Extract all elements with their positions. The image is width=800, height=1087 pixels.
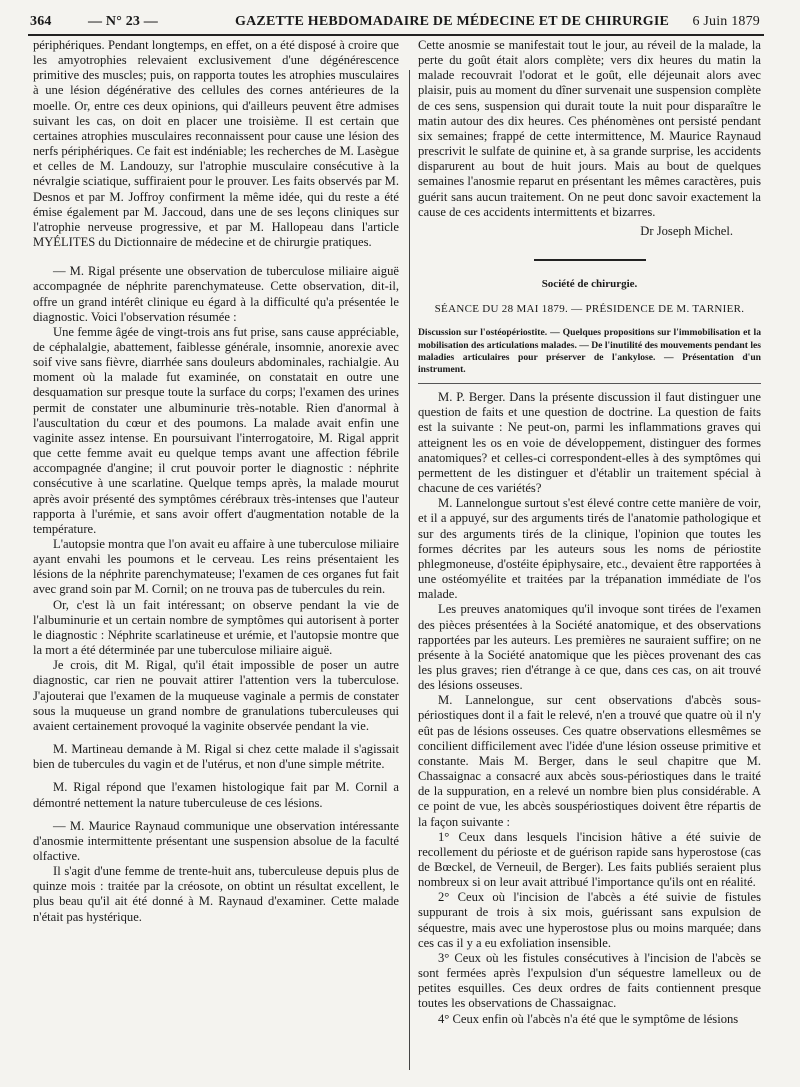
paragraph: Une femme âgée de vingt-trois ans fut prise, sans cause appréciable, de céphalalgie, abattement, faiblesse générale, insomnie, anorexie avec soif vive sans fièvre, diarrhée sans douleurs abdominales, rachialgie. Au moment où la malade fut examinée, on constatait en outre une desquamation sur presque toute la surface du corps; l'examen des urines permit de constater une albuminurie très-notable. Rien d'anormal à l'auscultation du cœur et des poumons. La malade avait enfin une vaginite assez intense. En poursuivant l'interrogatoire, M. Rigal apprit que cette femme avait eu quelque temps avant une affection fébrile accompagnée d'angine; il crut pouvoir porter le diagnostic : néphrite consécutive à une scarlatine. Quelque temps après, la malade mourut après avoir présenté des symptômes cérébraux très-intenses que l'auteur rapporta à l'urémie, et sans avoir offert d'augmentation notable de la température. bbox=[33, 324, 399, 536]
paragraph: Je crois, dit M. Rigal, qu'il était impossible de poser un autre diagnostic, car rien ne pouvait attirer l'attention vers la tuberculose. J'ajouterai que l'examen de la muqueuse vaginale a permis de constater sous la muqueuse un grand nombre de granulations tuberculeuses qui avaient certainement provoqué la vaginite observée pendant la vie. bbox=[33, 658, 399, 733]
running-header bbox=[30, 6, 760, 36]
issue-number: — N° 23 — bbox=[88, 14, 159, 29]
paragraph: L'autopsie montra que l'on avait eu affaire à une tuberculose miliaire ayant envahi les poumons et le cerveau. Les reins présentaient les lésions de la néphrite parenchymateuse; l'examen de ces organes fut fait avec grand soin par M. Cornil; on ne trouva pas de tubercules du rein. bbox=[33, 537, 399, 597]
summary-rule bbox=[418, 383, 761, 384]
paragraph: Les preuves anatomiques qu'il invoque sont tirées de l'examen des pièces présentées à la Société anatomique, et des observations rapportées par les auteurs. Les premières ne sauraient suffire; on ne présente à la Société anatomique que les pièces provenant des cas les plus graves; rien d'étrange à ce que, dans ces cas, on ait trouvé des lésions osseuses. bbox=[418, 602, 761, 693]
session-summary: Discussion sur l'ostéopériostite. — Quelques propositions sur l'immobilisation et la mobilisation des articulations malades. — De l'inutilité des mouvements pendant les maladies articulaires pour préserver de l'ankylose. — Présentation d'un instrument. bbox=[418, 327, 761, 375]
page-number: 364 bbox=[30, 14, 52, 29]
column-divider bbox=[409, 70, 410, 1070]
signature: Dr Joseph Michel. bbox=[640, 223, 733, 238]
right-column bbox=[418, 38, 761, 1027]
paragraph: M. P. Berger. Dans la présente discussion il faut distinguer une question de faits et une question de doctrine. La question de faits est la suivante : Ne peut-on, parmi les inflammations graves qui atteignent les os en voie de développement, distinguer des formes anatomiques? et celles-ci correspondent-elles à des symptômes qui permettent de les distinguer et d'établir un traitement spécial à chacune de ces variétés? bbox=[418, 390, 761, 496]
paragraph: Il s'agit d'une femme de trente-huit ans, tuberculeuse depuis plus de quinze mois : traitée par la créosote, on obtint un résultat excellent, le plus beau qu'il ait été donné à M. Raynaud d'examiner. Cette malade n'était pas hystérique. bbox=[33, 864, 399, 924]
journal-title: GAZETTE HEBDOMADAIRE DE MÉDECINE ET DE CHIRURGIE bbox=[235, 14, 670, 29]
paragraph: M. Martineau demande à M. Rigal si chez cette malade il s'agissait bien de tubercules du vagin et de l'utérus, et non d'une simple métrite. bbox=[33, 742, 399, 772]
paragraph: 3° Ceux où les fistules consécutives à l'incision de l'abcès se sont fermées après l'expulsion d'un séquestre lamelleux ou de petites esquilles. Ces deux ordres de faits contiennent presque toutes les observations de Chassaignac. bbox=[418, 950, 761, 1011]
paragraph: M. Lannelongue, sur cent observations d'abcès sous-périostiques dont il a fait le relevé, n'en a trouvé que quatre où il n'y eût pas de lésions osseuses. Ces quatre observations ellesmêmes se concilient difficilement avec l'idée d'une lésion osseuse primitive et constante. Mais M. Berger, dans le seul chapitre que M. Chassaignac a consacré aux abcès sous-périostiques dans le traité de la suppuration, en a relevé un nombre bien plus considérable. A ce point de vue, les abcès souspériostiques doivent être répartis de la façon suivante : bbox=[418, 693, 761, 829]
paragraph: 2° Ceux où l'incision de l'abcès a été suivie de fistules suppurant de trois à six mois, guérissant sans expulsion de séquestre, mais avec une hyperostose plus ou moins marquée; dans ces cas il y a eu exfoliation insensible. bbox=[418, 890, 761, 950]
paragraph: — M. Rigal présente une observation de tuberculose miliaire aiguë accompagnée de néphrite parenchymateuse. Cette observation, dit-il, offre un grand intérêt clinique eu égard à la difficulté qu'a présentée le diagnostic. Voici l'observation résumée : bbox=[33, 264, 399, 324]
paragraph: — M. Maurice Raynaud communique une observation intéressante d'anosmie intermittente présentant une suspension absolue de la faculté olfactive. bbox=[33, 818, 399, 863]
paragraph: périphériques. Pendant longtemps, en effet, on a été disposé à croire que les amyotrophies relevaient exclusivement d'une dégénérescence primitive des muscles; puis, on rapporta toutes les atrophies musculaires à une lésion dégénérative des cellules des cornes antérieures de la moelle. Or, entre ces deux opinions, qui d'ailleurs peuvent être admises suivant les cas, on doit en placer une troisième. Il est certain que certaines atrophies musculaires reconnaissent pour cause une lésion des nerfs périphériques. Ce fait est indéniable; les recherches de M. Lasègue et celles de M. Landouzy, sur l'atrophie musculaire consécutive à la névralgie sciatique, suffiraient pour le prouver. Les faits observés par M. Desnos et par M. Joffroy confirment la même idée, qui du reste a été émise également par M. Jaccoud, dans une de ses leçons cliniques sur l'atrophie nerveuse progressive, et par M. Hallopeau dans l'article MYÉLITES du Dictionnaire de médecine et de chirurgie pratiques. bbox=[33, 38, 399, 250]
paragraph: 1° Ceux dans lesquels l'incision hâtive a été suivie de recollement du périoste et de guérison rapide sans hyperostose (cas de Bœckel, de Verneuil, de Berger). Les faits publiés seraient plus nombreux si on leur avait attribué l'importance qu'ils ont en réalité. bbox=[418, 829, 761, 890]
section-separator bbox=[534, 259, 646, 261]
paragraph: Cette anosmie se manifestait tout le jour, au réveil de la malade, la perte du goût était alors complète; vers dix heures du matin la malade recouvrait l'odorat et le goût, elle déjeunait alors avec plaisir, puis au moment du dîner survenait une suspension complète de ces sens, suspension qui durait toute la nuit pour disparaître le matin autour des dix heures. Ces phénomènes ont persisté pendant six semaines; frappé de cette intermittence, M. Maurice Raynaud prescrivit le sulfate de quinine et, à sa grande surprise, les accidents disparurent au bout de huit jours. Mais au bout de quelques semaines l'anosmie reparut en présentant les mêmes caractères, puis guérit sans aucun traitement. On ne peut donc savoir exactement la cause de ces accidents intermittents et bizarres. bbox=[418, 38, 761, 219]
header-rule bbox=[28, 34, 764, 36]
section-title: Société de chirurgie. bbox=[541, 278, 638, 291]
paragraph: Or, c'est là un fait intéressant; on observe pendant la vie de l'albuminurie et un certain nombre de symptômes qui autorisent à porter le diagnostic : Néphrite scarlatineuse et urémie, et l'autopsie montre que la mort a été déterminée par une tuberculose miliaire aiguë. bbox=[33, 597, 399, 658]
paragraph: M. Lannelongue surtout s'est élevé contre cette manière de voir, et il a appuyé, sur des arguments tirés de l'anatomie pathologique et sur des arguments tirés de la clinique, l'opinion que toutes les formes décrites par les auteurs sous les noms de périostite phlegmoneuse, d'ostéite épiphysaire, etc., devaient être rapportées à une ostéomyélite et traitées par la trépanation immédiate de l'os malade. bbox=[418, 496, 761, 602]
left-column bbox=[33, 38, 399, 925]
issue-date: 6 Juin 1879 bbox=[692, 14, 760, 29]
paragraph: 4° Ceux enfin où l'abcès n'a été que le symptôme de lésions bbox=[438, 1011, 739, 1026]
session-heading: SÉANCE DU 28 MAI 1879. — PRÉSIDENCE DE M. TARNIER. bbox=[434, 303, 745, 316]
paragraph: M. Rigal répond que l'examen histologique fait par M. Cornil a démontré nettement la nature tuberculeuse de ces lésions. bbox=[33, 780, 399, 810]
